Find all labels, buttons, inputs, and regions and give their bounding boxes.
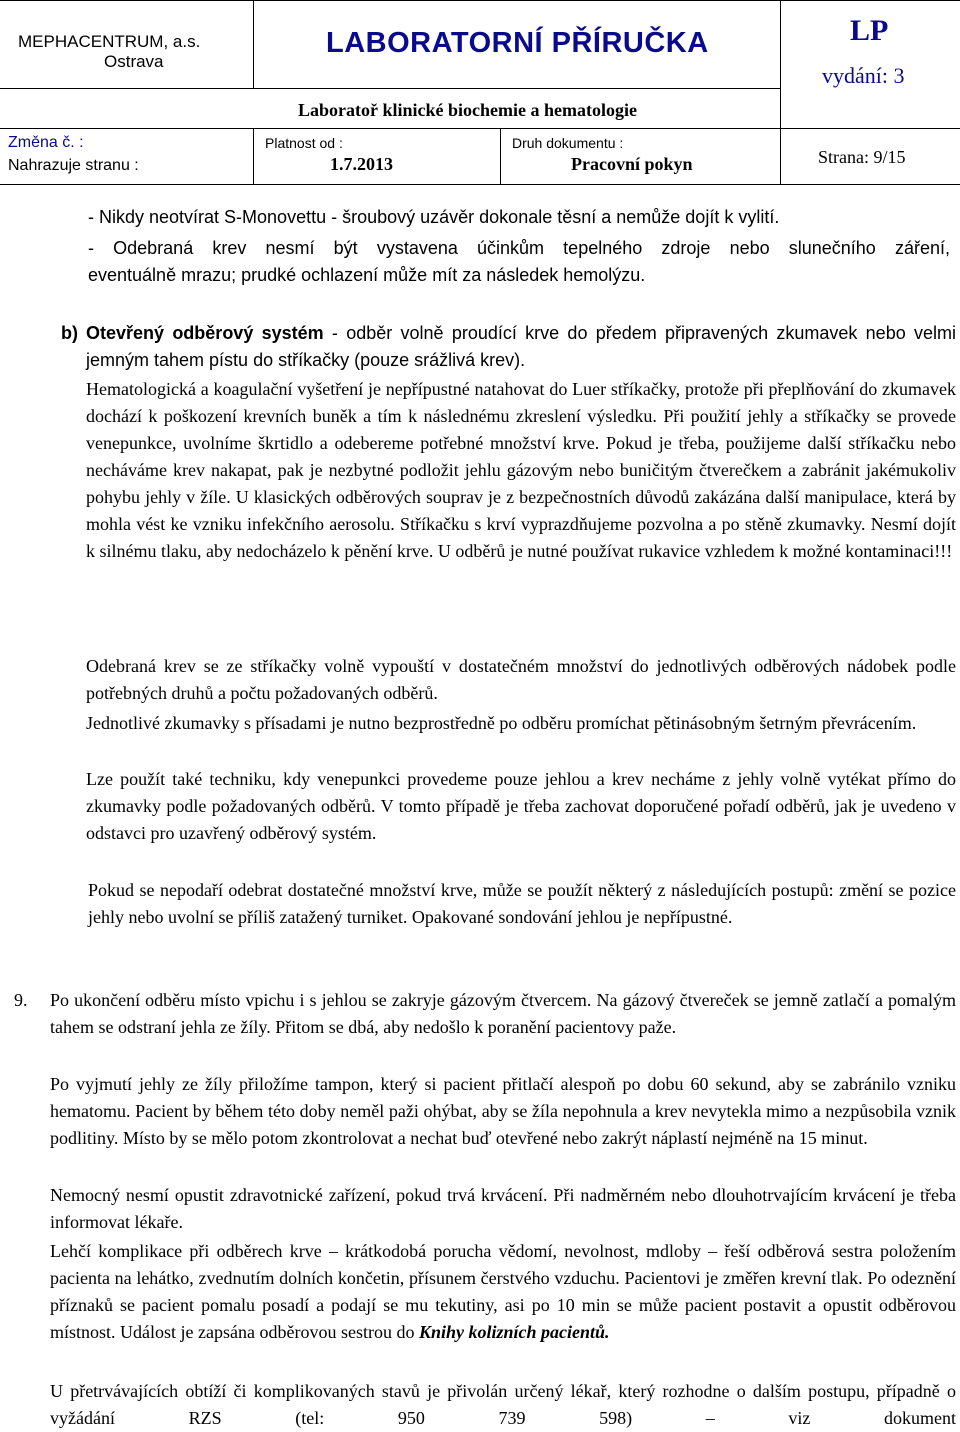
header-divider bbox=[253, 128, 254, 184]
item-9-paragraph-complications bbox=[50, 1238, 956, 1346]
organization-name: MEPHACENTRUM, a.s. bbox=[18, 32, 201, 51]
section-b-intro bbox=[86, 320, 956, 374]
item-9-paragraph-tampon: Po vyjmutí jehly ze žíly přiložíme tampon, který si pacient přitlačí alespoň po dobu 60 sekund, aby se zabránilo vzniku hematomu. Pacient by během této doby neměl paži ohýbat, aby se žíla nepohnula a krev nevytekla mimo a nezpůsobila vznik podlitiny. Místo by se mělo potom zkontrolovat a nechat buď otevřené nebo zakrýt náplastí nejméně na 15 minut. bbox=[50, 1074, 956, 1148]
edition-label: vydání: 3 bbox=[822, 63, 905, 88]
page-number: Strana: 9/15 bbox=[818, 147, 906, 167]
valid-from-value: 1.7.2013 bbox=[330, 154, 393, 174]
collision-book-reference: Knihy kolizních pacientů. bbox=[418, 1322, 610, 1342]
document-type-label: Druh dokumentu : bbox=[512, 135, 624, 151]
document-code: LP bbox=[850, 14, 889, 47]
complications-text: Lehčí komplikace při odběrech krve – krátkodobá porucha vědomí, nevolnost, mdloby – řeší odběrová sestra položením pacienta na lehátko, zvednutím dolních končetin, přísunem čerstvého vzduchu. Pacientovi je změřen krevní tlak. Po odeznění příznaků se pacient pomalu posadí a podají se mu tekutiny, asi po 10 min se může pacient postavit a opustit odběrovou místnost. Událost je zapsána odběrovou sestrou do bbox=[50, 1241, 956, 1342]
header-divider bbox=[500, 128, 501, 184]
replaces-page-label: Nahrazuje stranu : bbox=[8, 157, 139, 174]
document-title: LABORATORNÍ PŘÍRUČKA bbox=[326, 27, 709, 59]
section-b-intro-text: - odběr volně proudící krve do předem připravených zkumavek nebo velmi jemným tahem pístu do stříkačky (pouze srážlivá krev). bbox=[86, 323, 956, 370]
change-number-label: Změna č. : bbox=[8, 134, 84, 151]
bullet-no-opening: - Nikdy neotvírat S-Monovettu - šroubový uzávěr dokonale těsní a nemůže dojít k vylití. bbox=[88, 207, 780, 227]
section-b-paragraph-insufficient: Pokud se nepodaří odebrat dostatečné množství krve, může se použít některý z následujících postupů: změní se pozice jehly nebo uvolní se příliš zatažený turniket. Opakované sondování jehlou je nepřípustné. bbox=[88, 880, 956, 927]
document-header bbox=[0, 0, 960, 185]
section-b-paragraph-needle: Lze použít také techniku, kdy venepunkci provedeme pouze jehlou a krev necháme z jehly volně vytékat přímo do zkumavky podle požadovaných odběrů. V tomto případě je třeba zachovat doporučené pořadí odběrů, jak je uvedeno v odstavci pro uzavřený odběrový systém. bbox=[86, 769, 956, 843]
section-b-heading: Otevřený odběrový systém bbox=[86, 323, 324, 343]
valid-from-label: Platnost od : bbox=[265, 135, 343, 151]
item-9-number: 9. bbox=[14, 990, 28, 1010]
header-top-rule bbox=[0, 0, 960, 1]
item-9-paragraph-physician: U přetrvávajících obtíží či komplikovaných stavů je přivolán určený lékař, který rozhodne o dalším postupu, případně o vyžádání RZS (tel: 950 739 598) – viz dokument bbox=[50, 1381, 956, 1428]
bullet-heat-warning-line1: - Odebraná krev nesmí být vystavena účinkům tepelného zdroje nebo slunečního záření, bbox=[88, 238, 950, 258]
header-divider bbox=[253, 0, 254, 88]
section-b-paragraph-mixing: Jednotlivé zkumavky s přísadami je nutno bezprostředně po odběru promíchat pětinásobným šetrným převrácením. bbox=[86, 713, 917, 733]
header-bottom-rule bbox=[0, 184, 960, 185]
item-9-paragraph-finish: Po ukončení odběru místo vpichu i s jehlou se zakryje gázovým čtvercem. Na gázový čtvereček se jemně zatlačí a pomalým tahem se odstraní jehla ze žíly. Přitom se dbá, aby nedošlo k poranění pacientovy paže. bbox=[50, 990, 956, 1037]
section-b-marker: b) bbox=[61, 323, 78, 343]
section-b-paragraph-release: Odebraná krev se ze stříkačky volně vypouští v dostatečném množství do jednotlivých odběrových nádobek podle potřebných druhů a počtu požadovaných odběrů. bbox=[86, 656, 956, 703]
laboratory-name: Laboratoř klinické biochemie a hematologie bbox=[298, 100, 637, 120]
header-rule-lower bbox=[0, 128, 960, 129]
section-b-paragraph-syringe: Hematologická a koagulační vyšetření je nepřípustné natahovat do Luer stříkačky, protože při přeplňování do zkumavek dochází k poškození krevních buněk a tím k následnému zkreslení výsledku. Při použití jehly a stříkačky se provede venepunkce, uvolníme škrtidlo a odebereme potřebné množství krve. Pokud je třeba, použijeme další stříkačku nebo necháváme krev nakapat, pak je nezbytné podložit jehlu gázovým nebo buničitým čtverečkem a zabránit jakémukoliv pohybu jehly v žíle. U klasických odběrových souprav je z bezpečnostních důvodů zakázána další manipulace, která by mohla vést ke vzniku infekčního aerosolu. Stříkačku s krví vyprazdňujeme pozvolna a po stěně zkumavky. Nesmí dojít k silnému tlaku, aby nedocházelo k pěnění krve. U odběrů je nutné používat rukavice vzhledem k možné kontaminaci!!! bbox=[86, 379, 956, 561]
bullet-heat-warning-line2: eventuálně mrazu; prudké ochlazení může mít za následek hemolýzu. bbox=[88, 265, 646, 285]
document-type-value: Pracovní pokyn bbox=[571, 154, 693, 174]
organization-city: Ostrava bbox=[104, 52, 164, 71]
header-divider bbox=[780, 0, 781, 184]
header-rule-mid bbox=[0, 88, 780, 89]
item-9-paragraph-bleeding: Nemocný nesmí opustit zdravotnické zařízení, pokud trvá krvácení. Při nadměrném nebo dlouhotrvajícím krvácení je třeba informovat lékaře. bbox=[50, 1185, 956, 1232]
